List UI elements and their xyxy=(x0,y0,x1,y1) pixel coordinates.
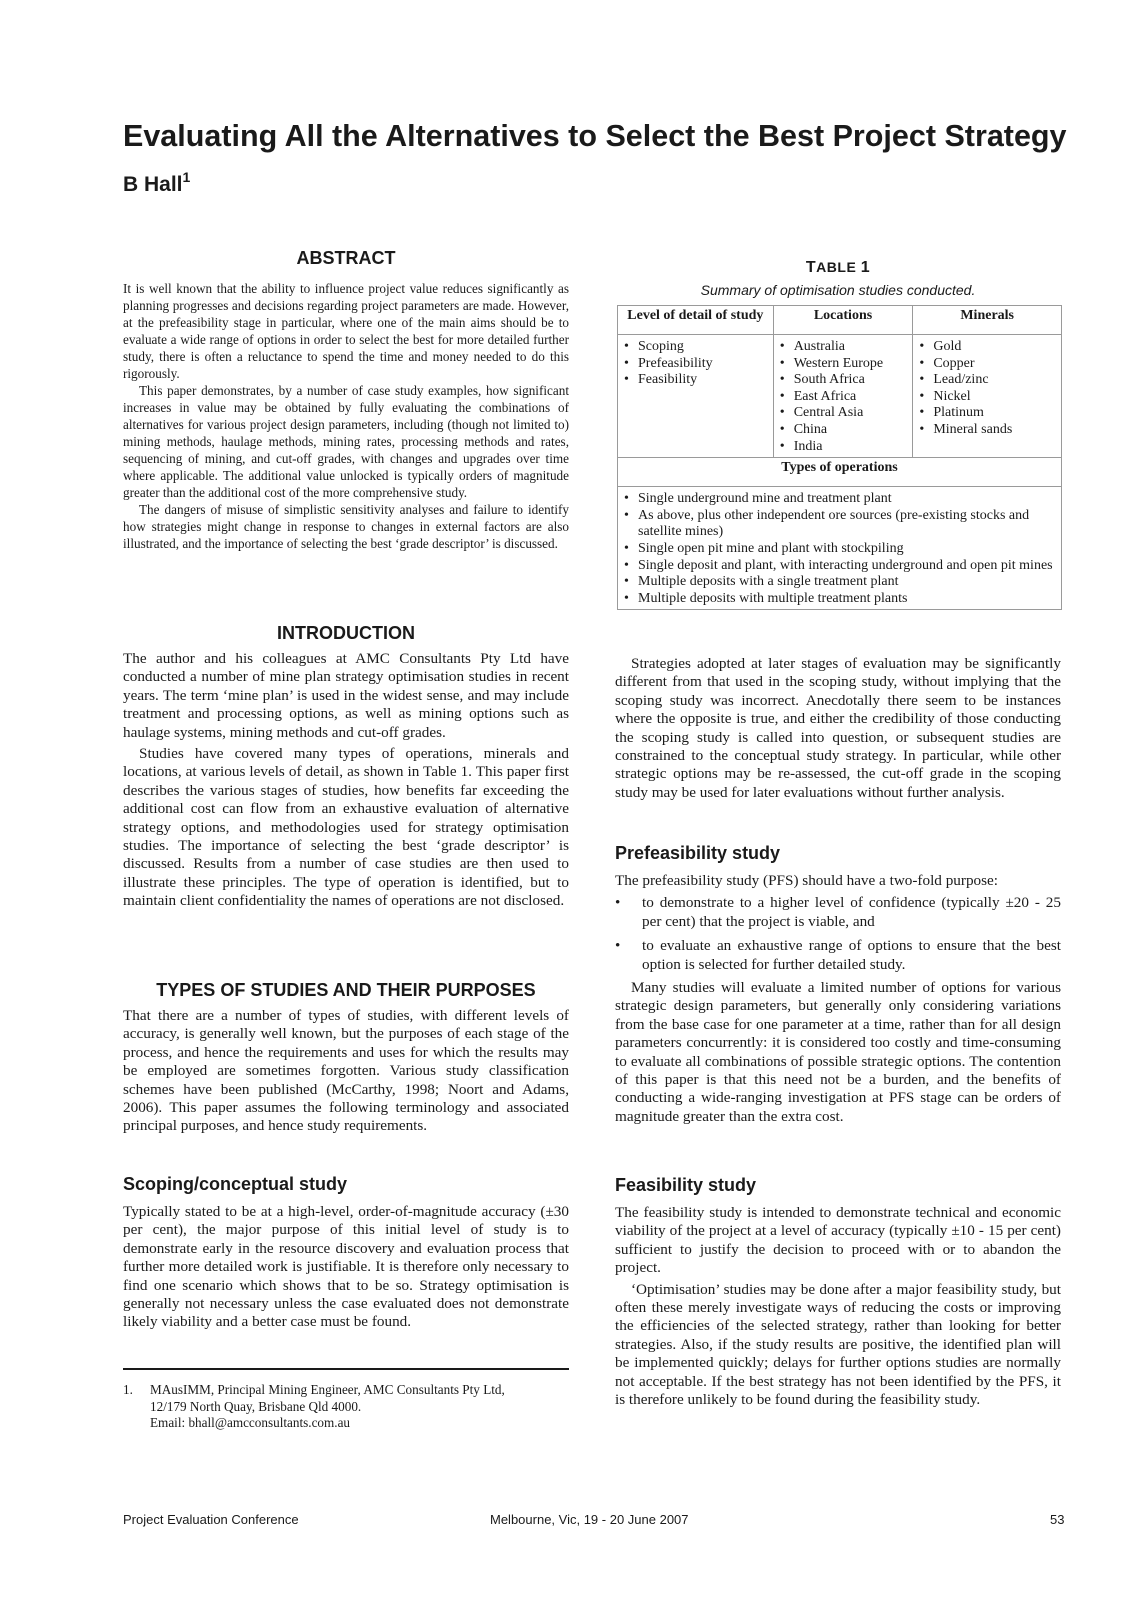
list-item: • Australia xyxy=(780,339,907,356)
introduction-heading: INTRODUCTION xyxy=(277,623,415,643)
list-item: • Multiple deposits with a single treatment plant xyxy=(624,574,1055,591)
types-of-studies-paragraph: That there are a number of types of studies, with different levels of accuracy, is generally well known, but the purposes of each stage of the process, and hence the requirements and uses for which the results may be employed are sometimes forgotten. Various study classification schemes have been published (McCarthy, 1998; Noort and Adams, 2006). This paper assumes the following terminology and associated principal purposes, and hence study requirements. xyxy=(123,1007,569,1135)
strategies-paragraph: Strategies adopted at later stages of evaluation may be significantly different from that used in the scoping study, without implying that the scoping study was incorrect. Anecdotally there seem to be instances where the opposite is true, and either the credibility of those conducting the scoping study is called into question, or subsequent studies are constrained to the conceptual study strategy. In particular, while other strategic options may be re-assessed, the cut-off grade in the scoping study may be used for later evaluations without further analysis. xyxy=(615,655,1061,801)
list-item: • Single underground mine and treatment plant xyxy=(624,491,1055,508)
table-row xyxy=(618,487,1062,610)
table-label-initial: T xyxy=(805,259,817,276)
prefeasibility-heading: Prefeasibility study xyxy=(615,843,781,863)
feasibility-paragraph: The feasibility study is intended to demonstrate technical and economic viability of the project at a level of accuracy (typically ±10 - 15 per cent) sufficient to justify the decision to proceed with or to abandon the project. xyxy=(615,1204,1061,1277)
prefeasibility-body xyxy=(615,872,1061,1126)
types-of-studies-heading: TYPES OF STUDIES AND THEIR PURPOSES xyxy=(156,980,536,1000)
prefeasibility-intro: The prefeasibility study (PFS) should have a two-fold purpose: xyxy=(615,872,999,889)
bullet-marker: • xyxy=(615,937,621,955)
minerals-cell xyxy=(913,335,1062,458)
prefeasibility-purposes-list xyxy=(615,894,1061,974)
list-item: • Single open pit mine and plant with stockpiling xyxy=(624,541,1055,558)
list-item: • Multiple deposits with multiple treatment plants xyxy=(624,591,1055,608)
strategies-section xyxy=(615,655,1061,802)
list-item: • India xyxy=(780,439,907,456)
list-item: • Platinum xyxy=(919,405,1055,422)
list-item: • Scoping xyxy=(624,339,767,356)
page-number: 53 xyxy=(1050,1512,1065,1527)
scoping-section xyxy=(123,1173,569,1332)
column-header-minerals: Minerals xyxy=(913,306,1062,335)
list-item: • China xyxy=(780,422,907,439)
abstract-body xyxy=(123,280,569,552)
operations-cell xyxy=(618,487,1062,610)
table-header-row xyxy=(618,306,1062,335)
author-footnote-mark: 1 xyxy=(182,169,191,185)
scoping-heading: Scoping/conceptual study xyxy=(123,1174,348,1194)
locations-cell xyxy=(773,335,913,458)
introduction-paragraph: The author and his colleagues at AMC Consultants Pty Ltd have conducted a number of mine plan strategy optimisation studies in recent years. The term ‘mine plan’ is used in the widest sense, and may include treatment and processing options, as well as mining options such as haulage systems, mining methods and cut-off grades. xyxy=(123,650,569,741)
footnote-address: 12/179 North Quay, Brisbane Qld 4000. xyxy=(150,1398,362,1414)
author-name xyxy=(123,169,191,198)
prefeasibility-section xyxy=(615,842,1061,1126)
feasibility-body xyxy=(615,1204,1061,1409)
introduction-body xyxy=(123,650,569,911)
types-of-studies-section xyxy=(123,979,569,1136)
introduction-section xyxy=(123,622,569,911)
author-name-text: B Hall xyxy=(123,173,183,196)
footer-conference-name: Project Evaluation Conference xyxy=(123,1512,299,1527)
column-header-level: Level of detail of study xyxy=(618,306,774,335)
list-item-text: to demonstrate to a higher level of confidence (typically ±20 - 25 per cent) that the project is viable, and xyxy=(642,894,1061,930)
list-item: • Prefeasibility xyxy=(624,356,767,373)
footnote-number: 1. xyxy=(123,1382,133,1397)
operations-header: Types of operations xyxy=(618,458,1062,487)
types-of-studies-body xyxy=(123,1007,569,1136)
prefeasibility-paragraph: Many studies will evaluate a limited number of options for various strategic design parameters, but generally only considering variations from the base case for one parameter at a time, rather than for all design parameters concurrently: it is considered too costly and time-consuming to evaluate all combinations of possible strategic options. The contention of this paper is that this need not be a burden, and the benefits of conducting a wide-ranging investigation at PFS stage can be orders of magnitude greater than the extra cost. xyxy=(615,979,1061,1125)
list-item: • Feasibility xyxy=(624,372,767,389)
list-item: • South Africa xyxy=(780,372,907,389)
abstract-paragraph: This paper demonstrates, by a number of case study examples, how significant increases in value may be obtained by fully evaluating the combinations of alternatives for various project design parameters, including (though not limited to) mining methods, haulage methods, mining rates, processing methods and rates, sequencing of mining, and cut-off grades, with changes and upgrades over time where applicable. The additional value unlocked is typically orders of magnitude greater than the additional cost of the more comprehensive study. xyxy=(123,383,569,500)
level-cell xyxy=(618,335,774,458)
optimisation-studies-table xyxy=(617,305,1062,610)
column-header-locations: Locations xyxy=(773,306,913,335)
abstract-paragraph: It is well known that the ability to influence project value reduces significantly as planning progresses and decisions regarding project parameters are made. However, at the prefeasibility stage in particular, where one of the main aims should be to evaluate a wide range of options in order to select the best for more detailed further study, there is often a reluctance to spend the time and money needed to do this rigorously. xyxy=(123,281,569,381)
list-item: • Gold xyxy=(919,339,1055,356)
author-footnote xyxy=(123,1382,569,1432)
table-subheader-row xyxy=(618,458,1062,487)
list-item: • Nickel xyxy=(919,389,1055,406)
table-caption: Summary of optimisation studies conducted. xyxy=(700,282,976,298)
paper-title: Evaluating All the Alternatives to Select the Best Project Strategy xyxy=(123,119,1067,153)
footnote-affiliation: MAusIMM, Principal Mining Engineer, AMC Consultants Pty Ltd, xyxy=(150,1382,505,1397)
list-item: • Single deposit and plant, with interacting underground and open pit mines xyxy=(624,558,1055,575)
list-item: • Mineral sands xyxy=(919,422,1055,439)
abstract-heading: ABSTRACT xyxy=(296,248,396,268)
list-item: • Central Asia xyxy=(780,405,907,422)
list-item xyxy=(615,937,1061,974)
list-item: • Copper xyxy=(919,356,1055,373)
feasibility-paragraph: ‘Optimisation’ studies may be done after a major feasibility study, but often these merely investigate ways of reducing the costs or improving the efficiencies of the selected strategy, rather than looking for better strategies. Also, if the study results are positive, the identified plan will be implemented quickly; delays for further options studies are normally not acceptable. If the best strategy has not been identified by the PFS, it is therefore unlikely to be found during the feasibility study. xyxy=(615,1280,1061,1409)
bullet-marker: • xyxy=(615,894,621,912)
introduction-paragraph: Studies have covered many types of operations, minerals and locations, at various levels of detail, as shown in Table 1. This paper first describes the various stages of studies, how benefits far exceeding the additional cost can flow from an exhaustive evaluation of alternative strategy options, and methodologies used for strategy optimisation studies. The importance of selecting the best ‘grade descriptor’ is discussed. Results from a number of case studies are then used to illustrate these principles. The type of operation is identified, but to maintain client confidentiality the names of operations are not disclosed. xyxy=(123,745,569,910)
list-item: • As above, plus other independent ore sources (pre-existing stocks and satellite mines) xyxy=(624,508,1055,541)
table-row xyxy=(618,335,1062,458)
strategies-body xyxy=(615,655,1061,802)
list-item: • East Africa xyxy=(780,389,907,406)
table-label xyxy=(615,258,1061,277)
feasibility-section xyxy=(615,1174,1061,1409)
scoping-body xyxy=(123,1203,569,1332)
list-item xyxy=(615,894,1061,931)
abstract-paragraph: The dangers of misuse of simplistic sensitivity analyses and failure to identify how strategies might change in response to changes in external factors are also illustrated, and the importance of selecting the best ‘grade descriptor’ is discussed. xyxy=(123,502,569,551)
abstract-section xyxy=(123,247,569,552)
list-item: • Lead/zinc xyxy=(919,372,1055,389)
table-label-number: 1 xyxy=(860,259,871,276)
feasibility-heading: Feasibility study xyxy=(615,1175,757,1195)
table-label-rest: ABLE xyxy=(816,259,857,275)
footer-venue-date: Melbourne, Vic, 19 - 20 June 2007 xyxy=(490,1512,689,1527)
footnote-email: Email: bhall@amcconsultants.com.au xyxy=(150,1415,351,1430)
scoping-paragraph: Typically stated to be at a high-level, order-of-magnitude accuracy (±30 per cent), the major purpose of this initial level of study is to demonstrate early in the resource discovery and evaluation process that further more detailed work is justifiable. It is therefore only necessary to find one scenario which shows that to be so. Strategy optimisation is generally not necessary unless the case evaluated does not demonstrate likely viability and a better case must be found. xyxy=(123,1203,569,1331)
list-item: • Western Europe xyxy=(780,356,907,373)
footnote-divider xyxy=(123,1368,569,1370)
list-item-text: to evaluate an exhaustive range of options to ensure that the best option is selected for further detailed study. xyxy=(642,937,1061,973)
